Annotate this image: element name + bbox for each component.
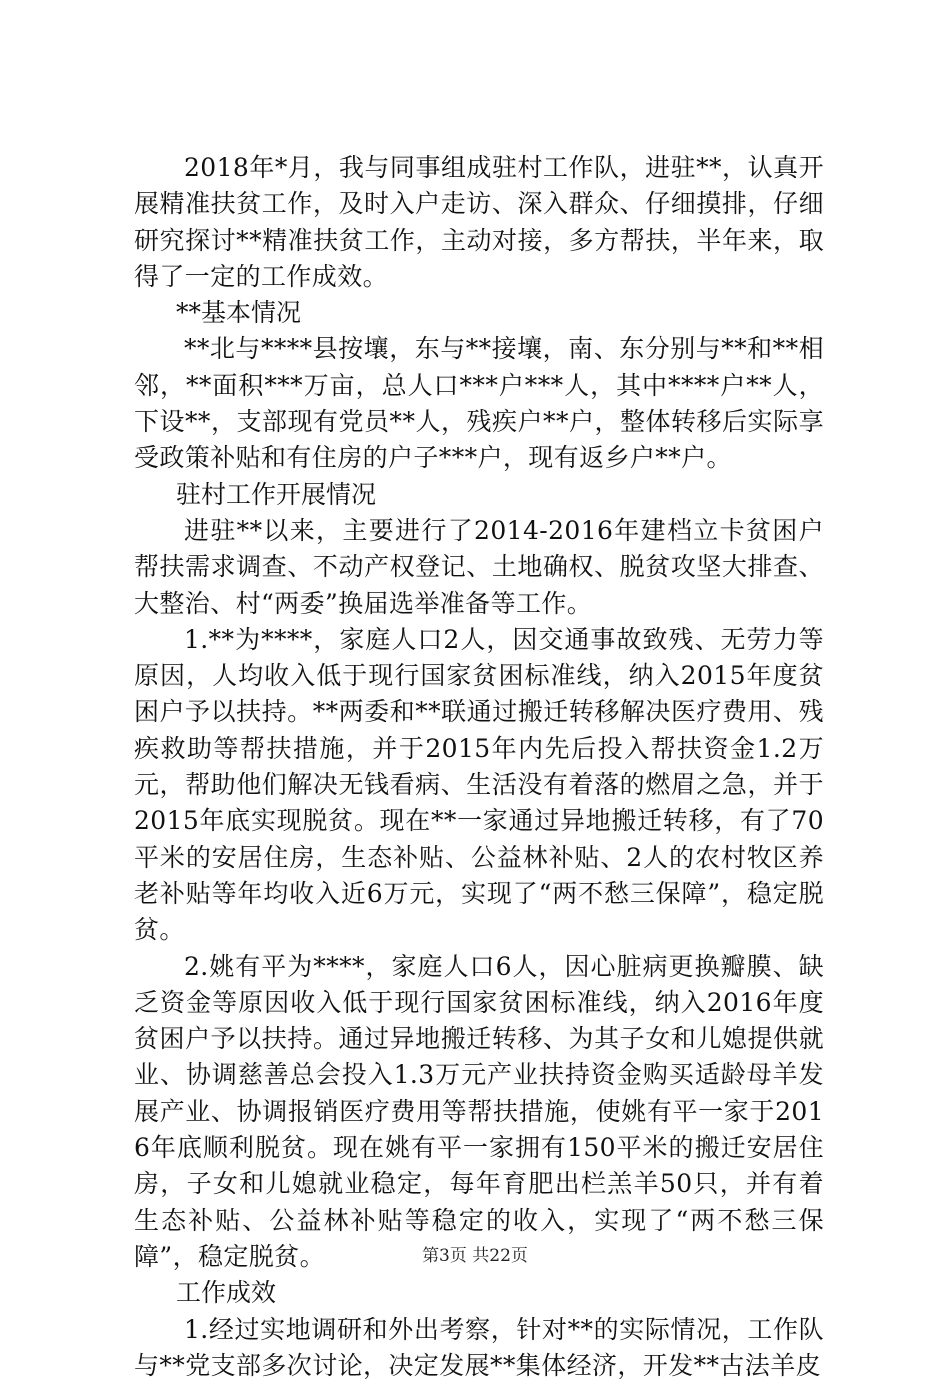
paragraph-case-2: 2.姚有平为****，家庭人口6人，因心脏病更换瓣膜、缺乏资金等原因收入低于现行国家贫困标准线，纳入2016年度贫困户予以扶持。通过异地搬迁转移、为其子女和儿媳提供就业、协调慈善总会投入1.3万元产业扶持资金购买适龄母羊发展产业、协调报销医疗费用等帮扶措施，使姚有平一家于2016年底顺利脱贫。现在姚有平一家拥有150平米的搬迁安居住房，子女和儿媳就业稳定，每年育肥出栏羔羊50只，并有着生态补贴、公益林补贴等稳定的收入，实现了“两不愁三保障”，稳定脱贫。 [134, 949, 824, 1276]
heading-work-results: 工作成效 [134, 1275, 824, 1311]
paragraph-intro: 2018年*月，我与同事组成驻村工作队，进驻**，认真开展精准扶贫工作，及时入户走访、深入群众、仔细摸排，仔细研究探讨**精准扶贫工作，主动对接，多方帮扶，半年来，取得了一定的工作成效。 [134, 150, 824, 295]
page-footer: 第3页 共22页 [0, 1241, 950, 1266]
paragraph-basic-situation: **北与****县按壤，东与**接壤，南、东分别与**和**相邻，**面积***万亩，总人口***户***人，其中****户**人，下设**，支部现有党员**人，残疾户**户，整体转移后实际享受政策补贴和有住房的户子***户，现有返乡户**户。 [134, 331, 824, 476]
paragraph-work-progress: 进驻**以来，主要进行了2014-2016年建档立卡贫困户帮扶需求调查、不动产权登记、土地确权、脱贫攻坚大排查、大整治、村“两委”换届选举准备等工作。 [134, 513, 824, 622]
paragraph-case-1: 1.**为****，家庭人口2人，因交通事故致残、无劳力等原因，人均收入低于现行国家贫困标准线，纳入2015年度贫困户予以扶持。**两委和**联通过搬迁转移解决医疗费用、残疾救助等帮扶措施，并于2015年内先后投入帮扶资金1.2万元，帮助他们解决无钱看病、生活没有着落的燃眉之急，并于2015年底实现脱贫。现在**一家通过异地搬迁转移，有了70平米的安居住房，生态补贴、公益林补贴、2人的农村牧区养老补贴等年均收入近6万元，实现了“两不愁三保障”，稳定脱贫。 [134, 622, 824, 949]
heading-basic-situation: **基本情况 [134, 295, 824, 331]
heading-work-progress: 驻村工作开展情况 [134, 477, 824, 513]
paragraph-results-1: 1.经过实地调研和外出考察，针对**的实际情况，工作队与**党支部多次讨论，决定发展**集体经济，开发**古法羊皮 [134, 1312, 824, 1384]
document-body [134, 150, 824, 1384]
